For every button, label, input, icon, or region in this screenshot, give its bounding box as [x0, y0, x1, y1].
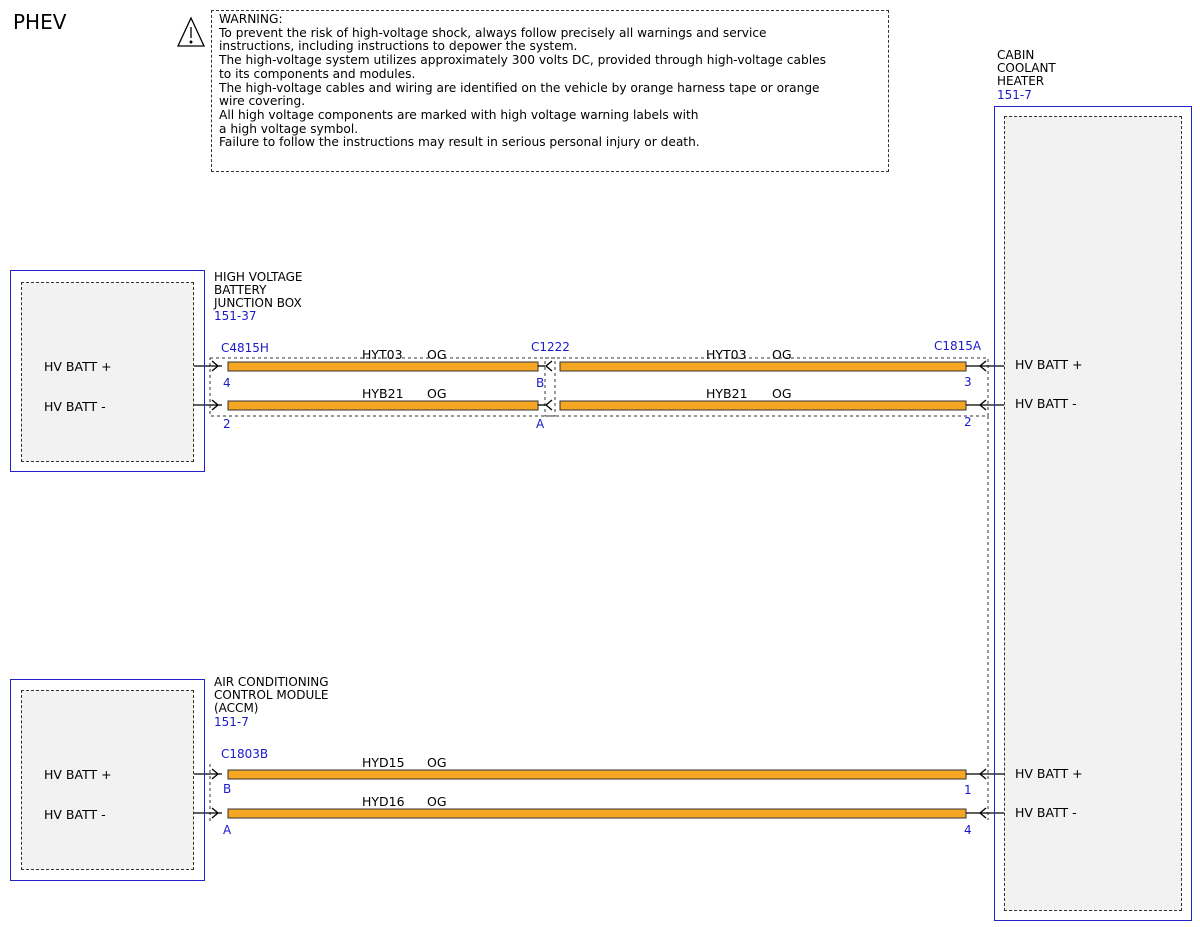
accm-name: AIR CONDITIONING CONTROL MODULE (ACCM)	[214, 675, 329, 715]
heater-pin-label: HV BATT +	[1015, 357, 1083, 372]
wire-hyb21-right	[560, 401, 966, 410]
connector-c4815h: C4815H	[221, 341, 269, 355]
heater-name: CABIN COOLANT HEATER	[997, 48, 1056, 88]
warning-triangle-icon	[178, 18, 204, 46]
wire-color-label: OG	[772, 347, 792, 362]
heater-pin-label: HV BATT +	[1015, 766, 1083, 781]
wire-hyt03-right	[560, 362, 966, 371]
wire-color-label: OG	[427, 347, 447, 362]
wire-circuit-label: HYT03	[362, 347, 403, 362]
pin-number: 4	[223, 376, 231, 390]
pin-number: 2	[223, 417, 231, 431]
wire-color-label: OG	[427, 755, 447, 770]
connector-c1803b: C1803B	[221, 747, 269, 761]
junction-box-pin-label: HV BATT +	[44, 359, 112, 374]
wire-color-label: OG	[427, 794, 447, 809]
warning-text: WARNING: To prevent the risk of high-voltage shock, always follow precisely all warnings and service instructions, including instructions to depower the system. The high-voltage system utilizes approximately 300 volts DC, provided through high-voltage cables to its components and modules. The high-voltage cables and wiring are identified on the vehicle by orange harness tape or orange wire covering. All high voltage components are marked with high voltage warning labels with a high voltage symbol. Failure to follow the instructions may result in serious personal injury or death.	[219, 12, 826, 150]
accm-ref: 151-7	[214, 715, 249, 729]
accm-pin-label: HV BATT +	[44, 767, 112, 782]
wire-color-label: OG	[772, 386, 792, 401]
page-title: PHEV	[13, 10, 67, 34]
junction-box-name: HIGH VOLTAGE BATTERY JUNCTION BOX	[214, 270, 303, 310]
wire-circuit-label: HYB21	[362, 386, 404, 401]
pin-number: B	[536, 376, 545, 390]
heater-pin-label: HV BATT -	[1015, 805, 1077, 820]
wire-hyt03-left	[228, 362, 538, 371]
junction-box-pin-label: HV BATT -	[44, 399, 106, 414]
wire-hyd16	[228, 809, 966, 818]
wire-circuit-label: HYT03	[706, 347, 747, 362]
wire-hyb21-left	[228, 401, 538, 410]
pin-number: 3	[964, 375, 972, 389]
wire-hyd15	[228, 770, 966, 779]
heater-pin-label: HV BATT -	[1015, 396, 1077, 411]
pin-number: 1	[964, 783, 972, 797]
heater-ref: 151-7	[997, 88, 1032, 102]
pin-number: 2	[964, 415, 972, 429]
heater-inner	[1004, 116, 1182, 911]
wire-color-label: OG	[427, 386, 447, 401]
pin-number: 4	[964, 823, 972, 837]
connector-c1222: C1222	[531, 340, 570, 354]
wire-circuit-label: HYD16	[362, 794, 405, 809]
connector-c1815a: C1815A	[934, 339, 982, 353]
wire-circuit-label: HYD15	[362, 755, 405, 770]
pin-number: B	[223, 782, 232, 796]
accm-pin-label: HV BATT -	[44, 807, 106, 822]
junction-box-ref: 151-37	[214, 309, 257, 323]
pin-arrow-icon	[546, 400, 552, 410]
pin-number: A	[536, 417, 545, 431]
wire-circuit-label: HYB21	[706, 386, 748, 401]
pin-number: A	[223, 823, 232, 837]
pin-arrow-icon	[546, 361, 552, 371]
